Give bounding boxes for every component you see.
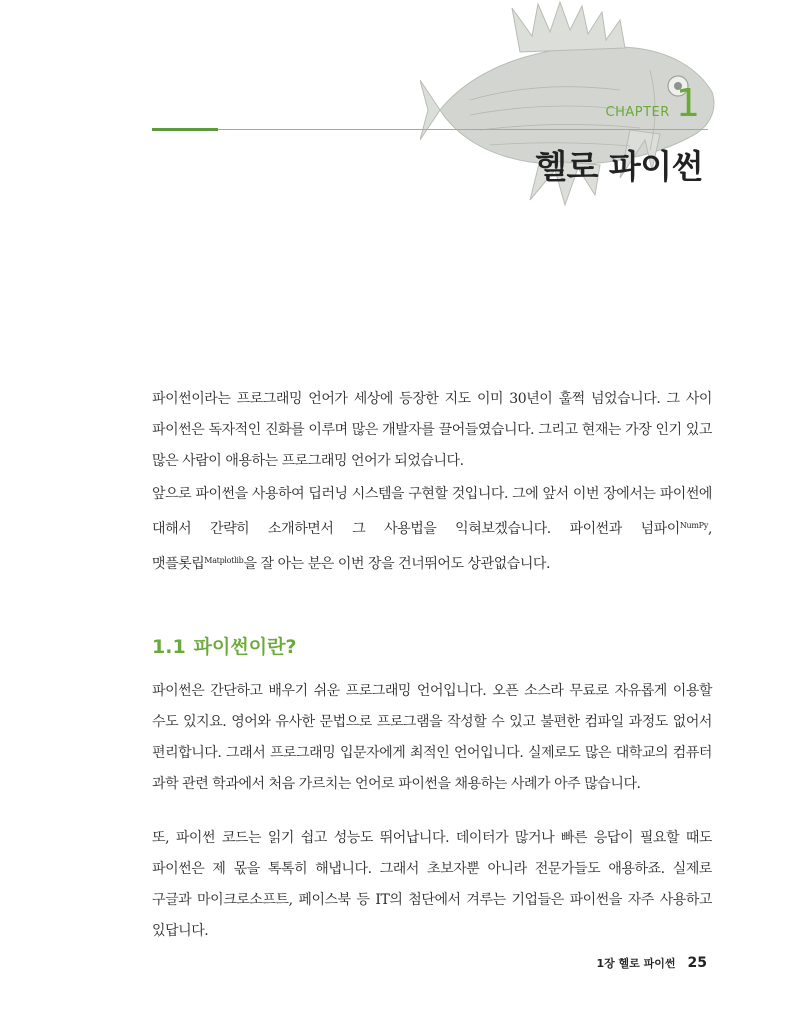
matplotlib-annotation: Matplotlib xyxy=(204,556,244,565)
page-footer xyxy=(596,955,707,971)
intro-paragraph-2-text-b: , 맷플롯립 xyxy=(152,521,712,572)
section-paragraph-1: 파이썬은 간단하고 배우기 쉬운 프로그래밍 언어입니다. 오픈 소스라 무료로 자유롭게 이용할 수도 있지요. 영어와 유사한 문법으로 프로그램을 작성할 수 있고 불편한 컴파일 과정도 없어서 편리합니다. 그래서 프로그래밍 입문자에게 최적인 언어입니다. 실제로도 많은 대학교의 컴퓨터 과학 관련 학과에서 처음 가르치는 언어로 파이썬을 채용하는 사례가 아주 많습니다. xyxy=(152,683,712,792)
chapter-label xyxy=(605,81,700,125)
section-paragraph-2: 또, 파이썬 코드는 읽기 쉽고 성능도 뛰어납니다. 데이터가 많거나 빠른 응답이 필요할 때도 파이썬은 제 몫을 톡톡히 해냅니다. 그래서 초보자뿐 아니라 전문가들도 애용하죠. 실제로 구글과 마이크로소프트, 페이스북 등 IT의 첨단에서 겨루는 기업들은 파이썬을 자주 사용하고 있답니다. xyxy=(152,830,712,939)
numpy-annotation: NumPy xyxy=(679,521,708,530)
intro-paragraph-2-text-a: 앞으로 파이썬을 사용하여 딥러닝 시스템을 구현할 것입니다. 그에 앞서 이번 장에서는 파이썬에 대해서 간략히 소개하면서 그 사용법을 익혀보겠습니다. 파이썬과 넘파이 xyxy=(152,486,712,537)
section-heading xyxy=(152,632,296,659)
footer-chapter-title: 1장 헬로 파이썬 xyxy=(596,957,676,970)
intro-paragraph-1: 파이썬이라는 프로그래밍 언어가 세상에 등장한 지도 이미 30년이 훌쩍 넘었습니다. 그 사이 파이썬은 독자적인 진화를 이루며 많은 개발자를 끌어들였습니다. 그리고 현재는 가장 인기 있고 많은 사람이 애용하는 프로그래밍 언어가 되었습니다. xyxy=(152,391,712,469)
chapter-word: CHAPTER xyxy=(605,105,670,120)
intro-paragraph-2-text-c: 을 잘 아는 분은 이번 장을 건너뛰어도 상관없습니다. xyxy=(243,556,550,572)
page-number: 25 xyxy=(687,955,707,971)
chapter-title: 헬로 파이썬 xyxy=(535,147,703,186)
chapter-rule-accent xyxy=(152,128,218,131)
section-number: 1.1 xyxy=(152,636,186,658)
section-title: 파이썬이란? xyxy=(193,636,297,658)
chapter-number: 1 xyxy=(675,81,700,125)
intro-paragraph-2 xyxy=(152,479,712,580)
chapter-rule xyxy=(218,129,708,130)
